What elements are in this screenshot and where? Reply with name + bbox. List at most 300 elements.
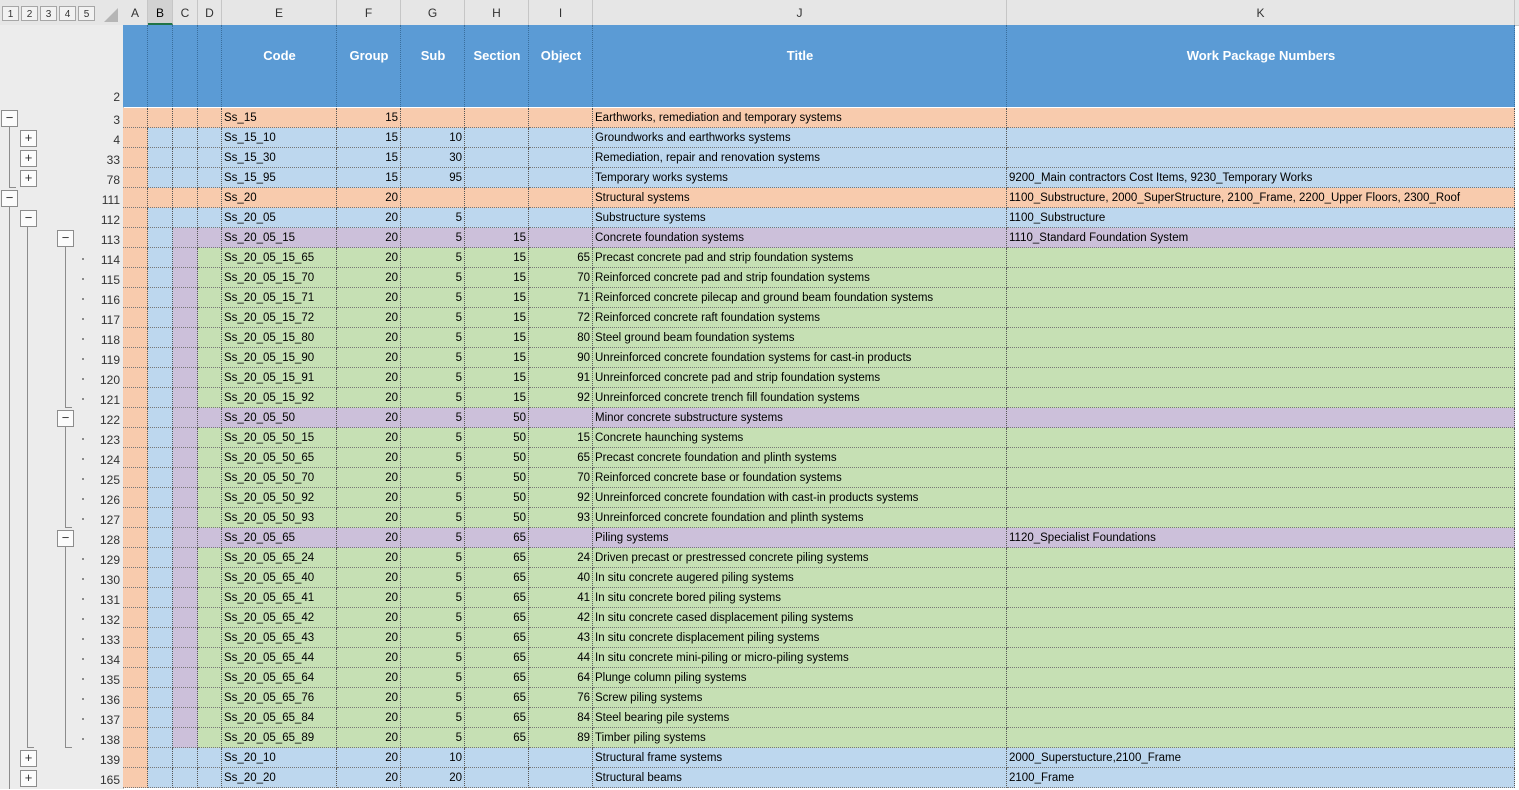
cell-i[interactable]: 76 <box>529 688 593 708</box>
cell-i[interactable]: 44 <box>529 648 593 668</box>
cell-e[interactable]: Ss_20_10 <box>222 748 337 768</box>
cell-e[interactable]: Ss_20_05_50_65 <box>222 448 337 468</box>
cell-k[interactable] <box>1007 448 1515 468</box>
cell-e[interactable]: Ss_20_20 <box>222 768 337 788</box>
cell-i[interactable]: 71 <box>529 288 593 308</box>
expand-group-button[interactable]: + <box>20 170 37 187</box>
cell-f[interactable]: 20 <box>337 688 401 708</box>
cell-c[interactable] <box>173 748 198 768</box>
cell-k[interactable] <box>1007 668 1515 688</box>
cell-k[interactable] <box>1007 508 1515 528</box>
cell-b[interactable] <box>148 388 173 408</box>
cell-a[interactable] <box>123 208 148 228</box>
cell-b[interactable] <box>148 168 173 188</box>
cell-d[interactable] <box>198 228 222 248</box>
column-header-b[interactable]: B <box>148 0 173 25</box>
cell-k[interactable] <box>1007 268 1515 288</box>
cell-h[interactable]: 50 <box>465 408 529 428</box>
cell-d[interactable] <box>198 108 222 128</box>
cell-d[interactable] <box>198 668 222 688</box>
row-number[interactable]: 124 <box>99 453 120 467</box>
cell-h[interactable]: 65 <box>465 668 529 688</box>
cell-c[interactable] <box>173 328 198 348</box>
cell-e[interactable]: Ss_20_05_15_72 <box>222 308 337 328</box>
cell-j[interactable]: Concrete foundation systems <box>593 228 1007 248</box>
cell-g[interactable]: 5 <box>401 388 465 408</box>
cell-d[interactable] <box>198 768 222 788</box>
cell-f[interactable]: 20 <box>337 348 401 368</box>
cell-b[interactable] <box>148 288 173 308</box>
cell-k[interactable] <box>1007 348 1515 368</box>
cell-f[interactable]: 20 <box>337 268 401 288</box>
cell-f[interactable]: 20 <box>337 248 401 268</box>
cell-d[interactable] <box>198 528 222 548</box>
header-section[interactable]: Section <box>473 48 521 63</box>
column-header-f[interactable]: F <box>337 0 401 25</box>
cell-c[interactable] <box>173 108 198 128</box>
cell-c[interactable] <box>173 308 198 328</box>
outline-level-1-button[interactable]: 1 <box>2 6 19 21</box>
cell-d[interactable] <box>198 268 222 288</box>
cell-g[interactable]: 20 <box>401 768 465 788</box>
cell-b[interactable] <box>148 648 173 668</box>
cell-a[interactable] <box>123 508 148 528</box>
cell-h[interactable] <box>465 748 529 768</box>
cell-a[interactable] <box>123 248 148 268</box>
cell-e[interactable]: Ss_20_05_15 <box>222 228 337 248</box>
expand-group-button[interactable]: + <box>20 130 37 147</box>
row-number[interactable]: 120 <box>99 373 120 387</box>
cell-i[interactable]: 90 <box>529 348 593 368</box>
cell-j[interactable]: Screw piling systems <box>593 688 1007 708</box>
cell-b[interactable] <box>148 668 173 688</box>
cell-h[interactable]: 50 <box>465 428 529 448</box>
column-header-h[interactable]: H <box>465 0 529 25</box>
cell-f[interactable]: 20 <box>337 708 401 728</box>
row-number[interactable]: 126 <box>99 493 120 507</box>
cell-j[interactable]: Unreinforced concrete foundation systems for cast-in products <box>593 348 1007 368</box>
cell-g[interactable]: 5 <box>401 368 465 388</box>
cell-j[interactable]: Driven precast or prestressed concrete piling systems <box>593 548 1007 568</box>
cell-c[interactable] <box>173 168 198 188</box>
cell-h[interactable]: 65 <box>465 688 529 708</box>
cell-g[interactable]: 5 <box>401 228 465 248</box>
cell-a[interactable] <box>123 308 148 328</box>
cell-f[interactable]: 20 <box>337 328 401 348</box>
cell-k[interactable] <box>1007 588 1515 608</box>
cell-g[interactable]: 5 <box>401 528 465 548</box>
cell-b[interactable] <box>148 108 173 128</box>
outline-level-2-button[interactable]: 2 <box>21 6 38 21</box>
cell-c[interactable] <box>173 268 198 288</box>
cell-f[interactable]: 20 <box>337 488 401 508</box>
column-header-j[interactable]: J <box>593 0 1007 25</box>
cell-c[interactable] <box>173 568 198 588</box>
cell-c[interactable] <box>173 488 198 508</box>
cell-k[interactable] <box>1007 248 1515 268</box>
cell-h[interactable] <box>465 208 529 228</box>
cell-a[interactable] <box>123 748 148 768</box>
cell-d[interactable] <box>198 648 222 668</box>
cell-e[interactable]: Ss_20_05_65 <box>222 528 337 548</box>
row-number[interactable]: 135 <box>99 673 120 687</box>
cell-d[interactable] <box>198 208 222 228</box>
cell-e[interactable]: Ss_20_05_65_42 <box>222 608 337 628</box>
cell-d[interactable] <box>198 468 222 488</box>
cell-b[interactable] <box>148 688 173 708</box>
cell-b[interactable] <box>148 508 173 528</box>
cell-e[interactable]: Ss_20_05_50_15 <box>222 428 337 448</box>
cell-f[interactable]: 20 <box>337 668 401 688</box>
cell-e[interactable]: Ss_20_05_50_93 <box>222 508 337 528</box>
header-subgroup[interactable]: Sub <box>420 48 446 63</box>
cell-h[interactable]: 65 <box>465 568 529 588</box>
cell-j[interactable]: Timber piling systems <box>593 728 1007 748</box>
cell-i[interactable]: 92 <box>529 388 593 408</box>
cell-g[interactable]: 5 <box>401 568 465 588</box>
row-number[interactable]: 112 <box>100 213 120 227</box>
collapse-group-button[interactable]: − <box>1 190 18 207</box>
cell-a[interactable] <box>123 588 148 608</box>
cell-j[interactable]: Substructure systems <box>593 208 1007 228</box>
cell-i[interactable]: 70 <box>529 468 593 488</box>
cell-h[interactable]: 65 <box>465 708 529 728</box>
cell-b[interactable] <box>148 408 173 428</box>
row-number[interactable]: 2 <box>113 90 120 104</box>
collapse-group-button[interactable]: − <box>57 410 74 427</box>
cell-c[interactable] <box>173 768 198 788</box>
cell-k[interactable] <box>1007 408 1515 428</box>
column-header-g[interactable]: G <box>401 0 465 25</box>
cell-a[interactable] <box>123 368 148 388</box>
row-number[interactable]: 131 <box>99 593 120 607</box>
cell-g[interactable]: 5 <box>401 648 465 668</box>
cell-f[interactable]: 20 <box>337 648 401 668</box>
cell-a[interactable] <box>123 228 148 248</box>
cell-c[interactable] <box>173 428 198 448</box>
cell-f[interactable]: 20 <box>337 308 401 328</box>
cell-h[interactable]: 65 <box>465 528 529 548</box>
cell-c[interactable] <box>173 548 198 568</box>
cell-c[interactable] <box>173 388 198 408</box>
cell-j[interactable]: In situ concrete bored piling systems <box>593 588 1007 608</box>
cell-e[interactable]: Ss_20_05 <box>222 208 337 228</box>
cell-k[interactable]: 2000_Superstucture,2100_Frame <box>1007 748 1515 768</box>
cell-e[interactable]: Ss_20_05_65_89 <box>222 728 337 748</box>
row-number[interactable]: 129 <box>99 553 120 567</box>
cell-k[interactable] <box>1007 708 1515 728</box>
row-number[interactable]: 137 <box>99 713 120 727</box>
cell-i[interactable]: 93 <box>529 508 593 528</box>
cell-d[interactable] <box>198 288 222 308</box>
cell-e[interactable]: Ss_20_05_50 <box>222 408 337 428</box>
cell-c[interactable] <box>173 368 198 388</box>
collapse-group-button[interactable]: − <box>57 530 74 547</box>
cell-c[interactable] <box>173 228 198 248</box>
cell-d[interactable] <box>198 348 222 368</box>
row-number[interactable]: 33 <box>106 153 120 167</box>
cell-h[interactable]: 15 <box>465 288 529 308</box>
cell-b[interactable] <box>148 328 173 348</box>
cell-i[interactable] <box>529 208 593 228</box>
cell-i[interactable]: 72 <box>529 308 593 328</box>
cell-e[interactable]: Ss_20_05_65_76 <box>222 688 337 708</box>
cell-h[interactable] <box>465 768 529 788</box>
cell-i[interactable] <box>529 168 593 188</box>
cell-j[interactable]: Reinforced concrete pilecap and ground beam foundation systems <box>593 288 1007 308</box>
cell-f[interactable]: 15 <box>337 128 401 148</box>
cell-c[interactable] <box>173 708 198 728</box>
row-number[interactable]: 128 <box>99 533 120 547</box>
cell-g[interactable]: 5 <box>401 448 465 468</box>
cell-g[interactable]: 5 <box>401 208 465 228</box>
cell-i[interactable] <box>529 528 593 548</box>
cell-k[interactable]: 1110_Standard Foundation System <box>1007 228 1515 248</box>
cell-e[interactable]: Ss_20_05_50_92 <box>222 488 337 508</box>
cell-j[interactable]: Structural frame systems <box>593 748 1007 768</box>
expand-group-button[interactable]: + <box>20 770 37 787</box>
row-number[interactable]: 139 <box>99 753 120 767</box>
cell-e[interactable]: Ss_20_05_15_65 <box>222 248 337 268</box>
cell-b[interactable] <box>148 748 173 768</box>
cell-c[interactable] <box>173 248 198 268</box>
cell-h[interactable]: 50 <box>465 448 529 468</box>
cell-g[interactable]: 5 <box>401 608 465 628</box>
cell-h[interactable]: 15 <box>465 228 529 248</box>
cell-j[interactable]: Unreinforced concrete foundation with cast-in products systems <box>593 488 1007 508</box>
cell-c[interactable] <box>173 148 198 168</box>
expand-group-button[interactable]: + <box>20 150 37 167</box>
cell-i[interactable]: 15 <box>529 428 593 448</box>
cell-k[interactable]: 1100_Substructure <box>1007 208 1515 228</box>
cell-c[interactable] <box>173 628 198 648</box>
cell-g[interactable] <box>401 188 465 208</box>
cell-a[interactable] <box>123 288 148 308</box>
cell-i[interactable]: 41 <box>529 588 593 608</box>
cell-g[interactable]: 30 <box>401 148 465 168</box>
header-code[interactable]: Code <box>263 48 296 63</box>
cell-d[interactable] <box>198 148 222 168</box>
cell-a[interactable] <box>123 528 148 548</box>
cell-h[interactable]: 65 <box>465 728 529 748</box>
cell-e[interactable]: Ss_20_05_65_43 <box>222 628 337 648</box>
cell-f[interactable]: 20 <box>337 428 401 448</box>
row-number[interactable]: 78 <box>106 173 120 187</box>
cell-e[interactable]: Ss_15_95 <box>222 168 337 188</box>
cell-d[interactable] <box>198 708 222 728</box>
cell-i[interactable] <box>529 228 593 248</box>
cell-k[interactable] <box>1007 388 1515 408</box>
cell-a[interactable] <box>123 448 148 468</box>
cell-i[interactable]: 80 <box>529 328 593 348</box>
cell-d[interactable] <box>198 368 222 388</box>
cell-f[interactable]: 20 <box>337 628 401 648</box>
cell-i[interactable]: 43 <box>529 628 593 648</box>
cell-k[interactable] <box>1007 548 1515 568</box>
cell-d[interactable] <box>198 688 222 708</box>
row-number[interactable]: 125 <box>99 473 120 487</box>
cell-h[interactable] <box>465 108 529 128</box>
cell-c[interactable] <box>173 288 198 308</box>
cell-g[interactable]: 95 <box>401 168 465 188</box>
cell-c[interactable] <box>173 608 198 628</box>
cell-f[interactable]: 20 <box>337 468 401 488</box>
cell-g[interactable]: 5 <box>401 688 465 708</box>
cell-g[interactable]: 5 <box>401 348 465 368</box>
row-number[interactable]: 116 <box>100 293 120 307</box>
column-header-i[interactable]: I <box>529 0 593 25</box>
row-number[interactable]: 121 <box>99 393 120 407</box>
cell-b[interactable] <box>148 448 173 468</box>
cell-c[interactable] <box>173 728 198 748</box>
header-work-package-numbers[interactable]: Work Package Numbers <box>1186 48 1336 63</box>
cell-f[interactable]: 20 <box>337 768 401 788</box>
cell-i[interactable]: 84 <box>529 708 593 728</box>
cell-d[interactable] <box>198 128 222 148</box>
row-number[interactable]: 132 <box>99 613 120 627</box>
cell-h[interactable] <box>465 128 529 148</box>
cell-i[interactable]: 24 <box>529 548 593 568</box>
cell-h[interactable]: 15 <box>465 308 529 328</box>
cell-e[interactable]: Ss_15_10 <box>222 128 337 148</box>
cell-j[interactable]: Plunge column piling systems <box>593 668 1007 688</box>
cell-e[interactable]: Ss_20_05_15_70 <box>222 268 337 288</box>
cell-b[interactable] <box>148 528 173 548</box>
cell-e[interactable]: Ss_20_05_65_44 <box>222 648 337 668</box>
cell-k[interactable]: 9200_Main contractors Cost Items, 9230_Temporary Works <box>1007 168 1515 188</box>
cell-a[interactable] <box>123 348 148 368</box>
cell-i[interactable]: 42 <box>529 608 593 628</box>
expand-group-button[interactable]: + <box>20 750 37 767</box>
cell-c[interactable] <box>173 528 198 548</box>
cell-e[interactable]: Ss_20 <box>222 188 337 208</box>
cell-i[interactable]: 64 <box>529 668 593 688</box>
cell-c[interactable] <box>173 468 198 488</box>
header-title[interactable]: Title <box>786 48 814 63</box>
cell-j[interactable]: Unreinforced concrete foundation and plinth systems <box>593 508 1007 528</box>
cell-f[interactable]: 15 <box>337 108 401 128</box>
header-object[interactable]: Object <box>540 48 582 63</box>
cell-b[interactable] <box>148 188 173 208</box>
cell-c[interactable] <box>173 668 198 688</box>
cell-e[interactable]: Ss_15 <box>222 108 337 128</box>
cell-a[interactable] <box>123 188 148 208</box>
row-number[interactable]: 165 <box>99 773 120 787</box>
cell-f[interactable]: 15 <box>337 168 401 188</box>
cell-c[interactable] <box>173 408 198 428</box>
cell-i[interactable]: 40 <box>529 568 593 588</box>
cell-b[interactable] <box>148 568 173 588</box>
cell-j[interactable]: Unreinforced concrete pad and strip foundation systems <box>593 368 1007 388</box>
cell-e[interactable]: Ss_20_05_65_24 <box>222 548 337 568</box>
cell-c[interactable] <box>173 208 198 228</box>
cell-f[interactable]: 20 <box>337 588 401 608</box>
collapse-group-button[interactable]: − <box>57 230 74 247</box>
cell-f[interactable]: 20 <box>337 748 401 768</box>
cell-k[interactable]: 1120_Specialist Foundations <box>1007 528 1515 548</box>
cell-e[interactable]: Ss_15_30 <box>222 148 337 168</box>
cell-c[interactable] <box>173 188 198 208</box>
cell-g[interactable]: 5 <box>401 488 465 508</box>
cell-i[interactable]: 65 <box>529 248 593 268</box>
cell-a[interactable] <box>123 328 148 348</box>
cell-j[interactable]: Concrete haunching systems <box>593 428 1007 448</box>
cell-c[interactable] <box>173 588 198 608</box>
cell-h[interactable]: 65 <box>465 628 529 648</box>
cell-a[interactable] <box>123 728 148 748</box>
cell-b[interactable] <box>148 488 173 508</box>
cell-k[interactable] <box>1007 608 1515 628</box>
row-number[interactable]: 136 <box>99 693 120 707</box>
cell-e[interactable]: Ss_20_05_65_84 <box>222 708 337 728</box>
cell-h[interactable]: 15 <box>465 368 529 388</box>
cell-b[interactable] <box>148 608 173 628</box>
cell-g[interactable]: 10 <box>401 128 465 148</box>
cell-k[interactable] <box>1007 648 1515 668</box>
cell-i[interactable] <box>529 408 593 428</box>
cell-d[interactable] <box>198 448 222 468</box>
cell-b[interactable] <box>148 208 173 228</box>
cell-f[interactable]: 20 <box>337 728 401 748</box>
cell-a[interactable] <box>123 708 148 728</box>
cell-k[interactable] <box>1007 728 1515 748</box>
cell-h[interactable] <box>465 148 529 168</box>
cell-d[interactable] <box>198 308 222 328</box>
cell-b[interactable] <box>148 728 173 748</box>
cell-d[interactable] <box>198 508 222 528</box>
cell-a[interactable] <box>123 648 148 668</box>
outline-level-5-button[interactable]: 5 <box>78 6 95 21</box>
cell-d[interactable] <box>198 568 222 588</box>
cell-g[interactable]: 5 <box>401 308 465 328</box>
cell-k[interactable] <box>1007 308 1515 328</box>
cell-c[interactable] <box>173 348 198 368</box>
cell-h[interactable]: 15 <box>465 328 529 348</box>
row-number[interactable]: 134 <box>99 653 120 667</box>
cell-k[interactable] <box>1007 488 1515 508</box>
cell-i[interactable]: 89 <box>529 728 593 748</box>
cell-d[interactable] <box>198 328 222 348</box>
cell-b[interactable] <box>148 428 173 448</box>
cell-g[interactable]: 5 <box>401 548 465 568</box>
row-number[interactable]: 123 <box>99 433 120 447</box>
cell-a[interactable] <box>123 688 148 708</box>
column-header-d[interactable]: D <box>198 0 222 25</box>
row-number[interactable]: 3 <box>113 113 120 127</box>
cell-k[interactable] <box>1007 108 1515 128</box>
cell-h[interactable] <box>465 168 529 188</box>
cell-g[interactable]: 10 <box>401 748 465 768</box>
cell-i[interactable]: 65 <box>529 448 593 468</box>
cell-j[interactable]: Temporary works systems <box>593 168 1007 188</box>
cell-b[interactable] <box>148 228 173 248</box>
cell-f[interactable]: 20 <box>337 288 401 308</box>
cell-a[interactable] <box>123 128 148 148</box>
cell-i[interactable] <box>529 188 593 208</box>
cell-b[interactable] <box>148 148 173 168</box>
cell-h[interactable]: 15 <box>465 348 529 368</box>
row-number[interactable]: 118 <box>100 333 120 347</box>
cell-e[interactable]: Ss_20_05_15_91 <box>222 368 337 388</box>
collapse-group-button[interactable]: − <box>20 210 37 227</box>
cell-a[interactable] <box>123 408 148 428</box>
cell-j[interactable]: Steel ground beam foundation systems <box>593 328 1007 348</box>
row-number[interactable]: 114 <box>100 253 120 267</box>
cell-d[interactable] <box>198 408 222 428</box>
cell-f[interactable]: 20 <box>337 408 401 428</box>
cell-g[interactable]: 5 <box>401 268 465 288</box>
cell-h[interactable]: 15 <box>465 248 529 268</box>
